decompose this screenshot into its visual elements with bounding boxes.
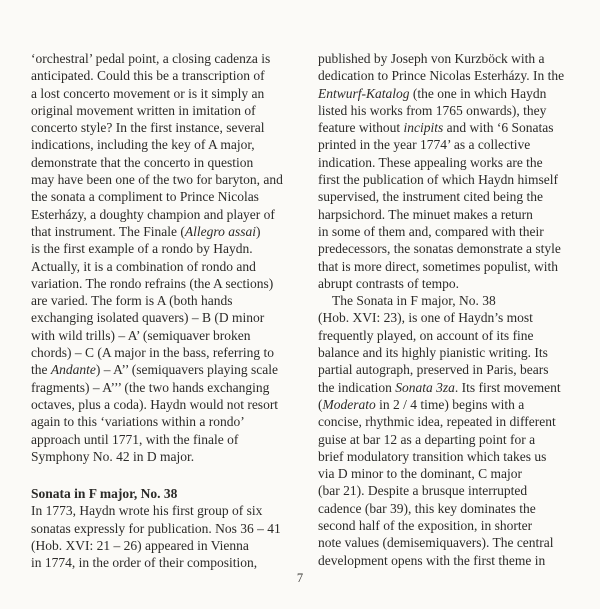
right-text-column (318, 50, 584, 569)
text-line (31, 102, 307, 119)
text-line (318, 552, 584, 569)
text-run: published by Joseph von Kurzböck with a (318, 51, 545, 66)
text-run: ‘orchestral’ pedal point, a closing cadenza is (31, 51, 271, 66)
text-run: frequently played, on account of its fine (318, 327, 534, 343)
text-line (31, 448, 307, 465)
text-line (318, 448, 584, 465)
text-run: may have been one of the two for baryton, and (31, 172, 283, 188)
left-text-column (31, 50, 307, 572)
text-run: ( (318, 396, 323, 412)
text-line (31, 154, 307, 171)
text-line (31, 485, 307, 502)
text-run: Esterházy, a doughty champion and player of (31, 206, 275, 222)
text-run: printed in the year 1774’ as a collective (318, 137, 531, 153)
text-line (31, 361, 307, 378)
italic-run: Andante (50, 362, 96, 378)
text-line (31, 413, 307, 430)
text-line (318, 292, 584, 309)
text-line (31, 344, 307, 361)
text-run: is the first example of a rondo by Haydn. (31, 241, 253, 257)
text-line (31, 520, 307, 537)
text-run: the sonata a compliment to Prince Nicolas (31, 189, 259, 205)
page-number: 7 (296, 571, 304, 585)
text-line (318, 500, 584, 517)
text-line (318, 206, 584, 223)
italic-run: Sonata 3za (395, 379, 455, 395)
text-line (318, 413, 584, 430)
text-line (31, 85, 307, 102)
text-run: ) (256, 223, 261, 239)
text-run: anticipated. Could this be a transcription of (31, 68, 265, 84)
text-run: balance and its highly pianistic writing. Its (318, 345, 548, 361)
text-line (31, 396, 307, 413)
text-run: indication. These appealing works are the (318, 154, 543, 170)
text-line (31, 67, 307, 84)
text-run: that is more direct, sometimes populist, with (318, 258, 558, 274)
text-line (318, 85, 584, 102)
text-run: second half of the exposition, in shorter (318, 518, 533, 534)
text-line (318, 240, 584, 257)
text-line (31, 431, 307, 448)
text-run: guise at bar 12 as a departing point for a (318, 431, 536, 447)
text-line (31, 206, 307, 223)
text-run: The Sonata in F major, No. 38 (332, 293, 496, 309)
text-run: original movement written in imitation of (31, 102, 256, 118)
text-run: via D minor to the dominant, C major (318, 466, 522, 482)
text-run: the (31, 362, 51, 378)
text-line (318, 275, 584, 292)
text-line (31, 188, 307, 205)
text-line (318, 361, 584, 378)
text-run: approach until 1771, with the finale of (31, 431, 239, 447)
text-run: . Its first movement (454, 379, 561, 395)
text-run: in 2 / 4 time) begins with a (375, 396, 525, 412)
text-line (31, 537, 307, 554)
text-line (318, 534, 584, 551)
italic-run: Moderato (322, 396, 376, 412)
text-line (318, 517, 584, 534)
text-run: harpsichord. The minuet makes a return (318, 206, 533, 222)
italic-run: Allegro assai (184, 223, 256, 239)
text-run: (Hob. XVI: 23), is one of Haydn’s most (318, 310, 533, 326)
text-run: feature without (318, 120, 404, 136)
text-line (318, 154, 584, 171)
text-line (31, 554, 307, 571)
text-run: that instrument. The Finale ( (31, 223, 185, 239)
text-run: a lost concerto movement or is it simply an (31, 85, 265, 101)
italic-run: Entwurf-Katalog (318, 85, 410, 101)
text-line (318, 379, 584, 396)
text-line (31, 309, 307, 326)
text-run: exchanging isolated quavers) – B (D minor (31, 310, 265, 326)
text-line (318, 188, 584, 205)
text-run: concise, rhythmic idea, repeated in different (318, 414, 556, 430)
text-run: cadence (bar 39), this key dominates the (318, 500, 536, 516)
text-run: in some of them and, compared with their (318, 223, 544, 239)
text-run: predecessors, the sonatas demonstrate a style (318, 241, 561, 257)
text-run: (bar 21). Despite a brusque interrupted (318, 483, 528, 499)
text-run: variation. The rondo refrains (the A sections) (31, 275, 274, 291)
text-run: development opens with the first theme in (318, 552, 546, 568)
text-line (31, 119, 307, 136)
text-line (318, 171, 584, 188)
text-line (318, 482, 584, 499)
text-run: supervised, the instrument cited being the (318, 189, 543, 205)
text-line (318, 431, 584, 448)
text-line (31, 240, 307, 257)
text-line (31, 327, 307, 344)
text-run: dedication to Prince Nicolas Esterházy. In the (318, 68, 565, 84)
text-run: partial autograph, preserved in Paris, bears (318, 362, 549, 378)
text-line (318, 344, 584, 361)
paragraph-gap (31, 465, 307, 485)
text-line (318, 309, 584, 326)
text-line (31, 292, 307, 309)
text-line (31, 171, 307, 188)
text-run: fragments) – A’’’ (the two hands exchanging (31, 379, 270, 395)
text-run: (Hob. XVI: 21 – 26) appeared in Vienna (31, 538, 249, 554)
text-run: and with ‘6 Sonatas (443, 120, 554, 136)
text-line (318, 50, 584, 67)
text-line (318, 223, 584, 240)
text-run: are varied. The form is A (both hands (31, 293, 233, 309)
text-line (318, 258, 584, 275)
text-run: Symphony No. 42 in D major. (31, 448, 195, 464)
text-run: in 1774, in the order of their composition, (31, 555, 258, 571)
text-run: indications, including the key of A major, (31, 137, 255, 153)
text-run: In 1773, Haydn wrote his first group of six (31, 503, 263, 519)
text-line (318, 136, 584, 153)
text-run: abrupt contrasts of tempo. (318, 275, 459, 291)
text-line (31, 223, 307, 240)
text-run: octaves, plus a coda). Haydn would not resort (31, 396, 279, 412)
text-run: again to this ‘variations within a rondo’ (31, 414, 245, 430)
text-run: concerto style? In the first instance, several (31, 120, 265, 136)
text-line (31, 136, 307, 153)
text-run: with wild trills) – A’ (semiquaver broken (31, 327, 251, 343)
text-run: Actually, it is a combination of rondo and (31, 258, 256, 274)
text-line (318, 465, 584, 482)
text-line (318, 67, 584, 84)
text-run: listed his works from 1765 onwards), they (318, 102, 547, 118)
text-run: demonstrate that the concerto in question (31, 154, 254, 170)
text-run: brief modulatory transition which takes us (318, 448, 547, 464)
text-line (318, 102, 584, 119)
text-run: (the one in which Haydn (409, 85, 547, 101)
text-run: sonatas expressly for publication. Nos 36 – 41 (31, 520, 281, 536)
text-line (31, 275, 307, 292)
text-line (31, 258, 307, 275)
text-line (31, 502, 307, 519)
text-line (31, 379, 307, 396)
text-run: first the publication of which Haydn himself (318, 172, 558, 188)
text-line (318, 119, 584, 136)
text-run: the indication (318, 379, 396, 395)
text-line (318, 327, 584, 344)
text-line (318, 396, 584, 413)
text-line (31, 50, 307, 67)
bold-run: Sonata in F major, No. 38 (31, 486, 178, 502)
text-run: note values (demisemiquavers). The central (318, 535, 554, 551)
text-run: ) – A’’ (semiquavers playing scale (95, 362, 278, 378)
text-run: chords) – C (A major in the bass, referring to (31, 345, 274, 361)
italic-run: incipits (403, 120, 444, 136)
